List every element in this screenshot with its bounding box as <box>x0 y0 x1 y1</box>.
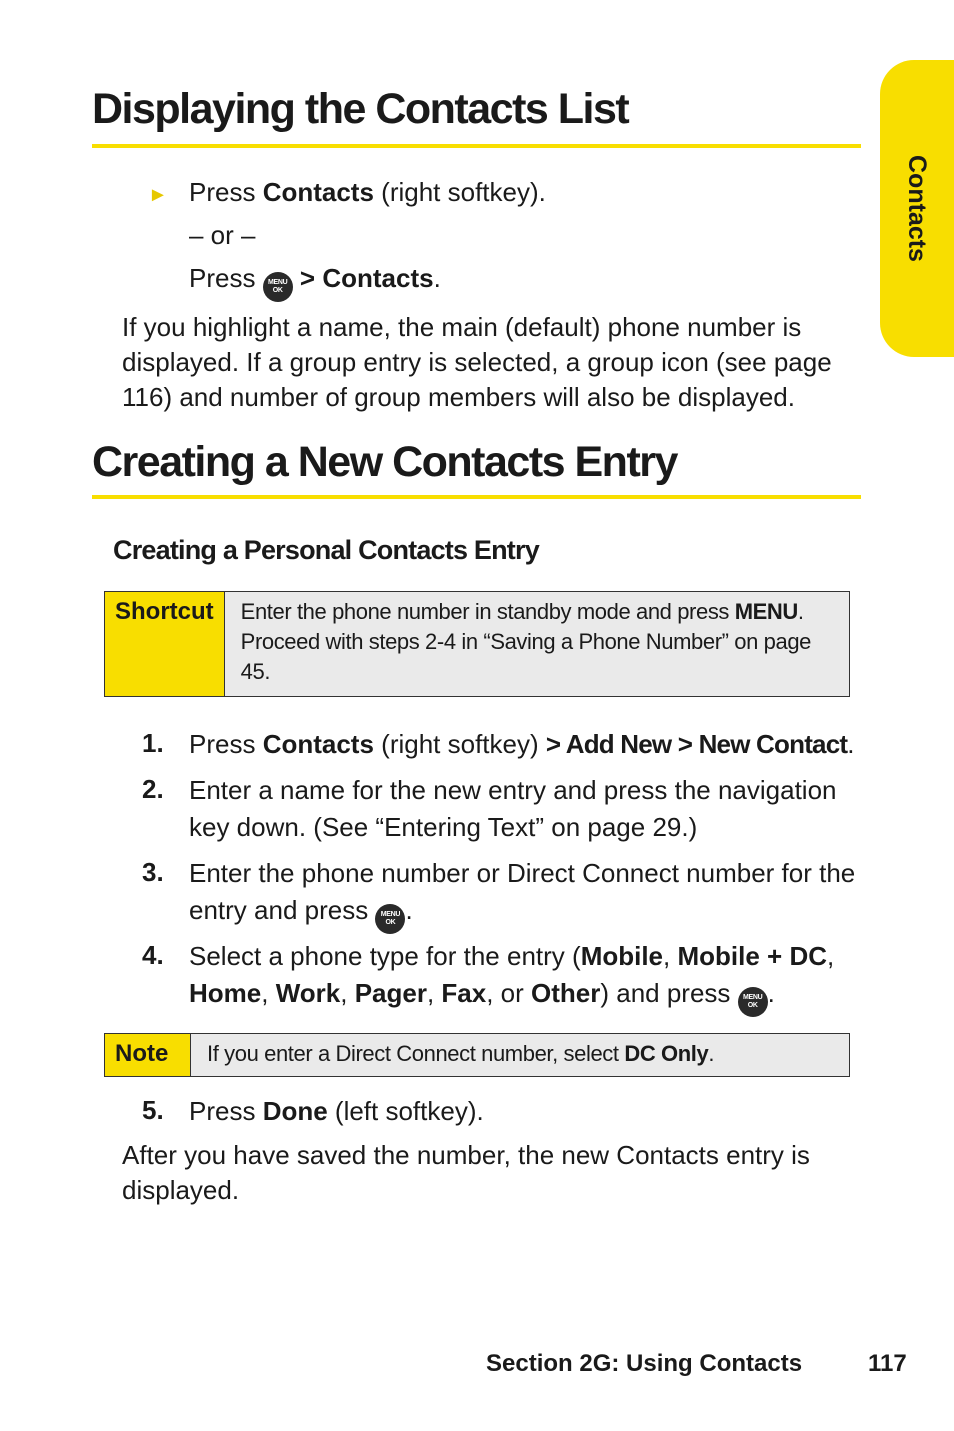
step-3: Enter the phone number or Direct Connect number for the entry and press MENU OK . <box>189 855 859 934</box>
bullet-arrow-icon: ► <box>148 184 168 206</box>
step-number: 1. <box>142 728 164 758</box>
bullet-line <box>148 175 168 213</box>
bullet-text: Press Contacts (right softkey). <box>189 177 546 207</box>
shortcut-text: Enter the phone number in standby mode and press MENU. Proceed with steps 2-4 in “Saving a Phone Number” on page 45. <box>240 599 811 684</box>
title-rule <box>92 495 861 499</box>
page-number: 117 <box>868 1350 907 1377</box>
step-5: Press Done (left softkey). <box>189 1096 484 1126</box>
title-rule <box>92 144 861 148</box>
shortcut-label: Shortcut <box>105 592 225 696</box>
intro-paragraph: If you highlight a name, the main (default) phone number is displayed. If a group entry is selected, a group icon (see page 116) and number of group members will also be displayed. <box>122 312 832 412</box>
closing-paragraph: After you have saved the number, the new Contacts entry is displayed. <box>122 1140 810 1205</box>
step-2: Enter a name for the new entry and press the navigation key down. (See “Entering Text” on page 29.) <box>189 775 837 842</box>
step-number: 5. <box>142 1095 164 1125</box>
menu-ok-key-icon: MENU OK <box>375 904 405 934</box>
section-title-creating: Creating a New Contacts Entry <box>92 438 677 486</box>
menu-ok-key-icon: MENU OK <box>738 987 768 1017</box>
or-separator: – or – <box>189 220 256 250</box>
step-1: Press Contacts (right softkey) > Add New > New Contact. <box>189 729 855 759</box>
menu-ok-key-icon: MENU OK <box>263 272 293 302</box>
note-text: If you enter a Direct Connect number, select DC Only. <box>207 1041 715 1066</box>
step-number: 3. <box>142 857 164 887</box>
alt-instruction: Press MENU OK > Contacts. <box>189 261 441 302</box>
section-title-displaying: Displaying the Contacts List <box>92 85 629 133</box>
step-number: 4. <box>142 940 164 970</box>
step-4: Select a phone type for the entry (Mobile, Mobile + DC, Home, Work, Pager, Fax, or Other) and press MENU OK . <box>189 938 859 1017</box>
step-number: 2. <box>142 774 164 804</box>
note-box <box>104 1033 850 1077</box>
subsection-title: Creating a Personal Contacts Entry <box>113 535 539 565</box>
note-label: Note <box>105 1034 191 1076</box>
shortcut-box <box>104 591 850 697</box>
footer-section: Section 2G: Using Contacts <box>486 1350 803 1377</box>
side-tab-label: Contacts <box>903 155 931 262</box>
